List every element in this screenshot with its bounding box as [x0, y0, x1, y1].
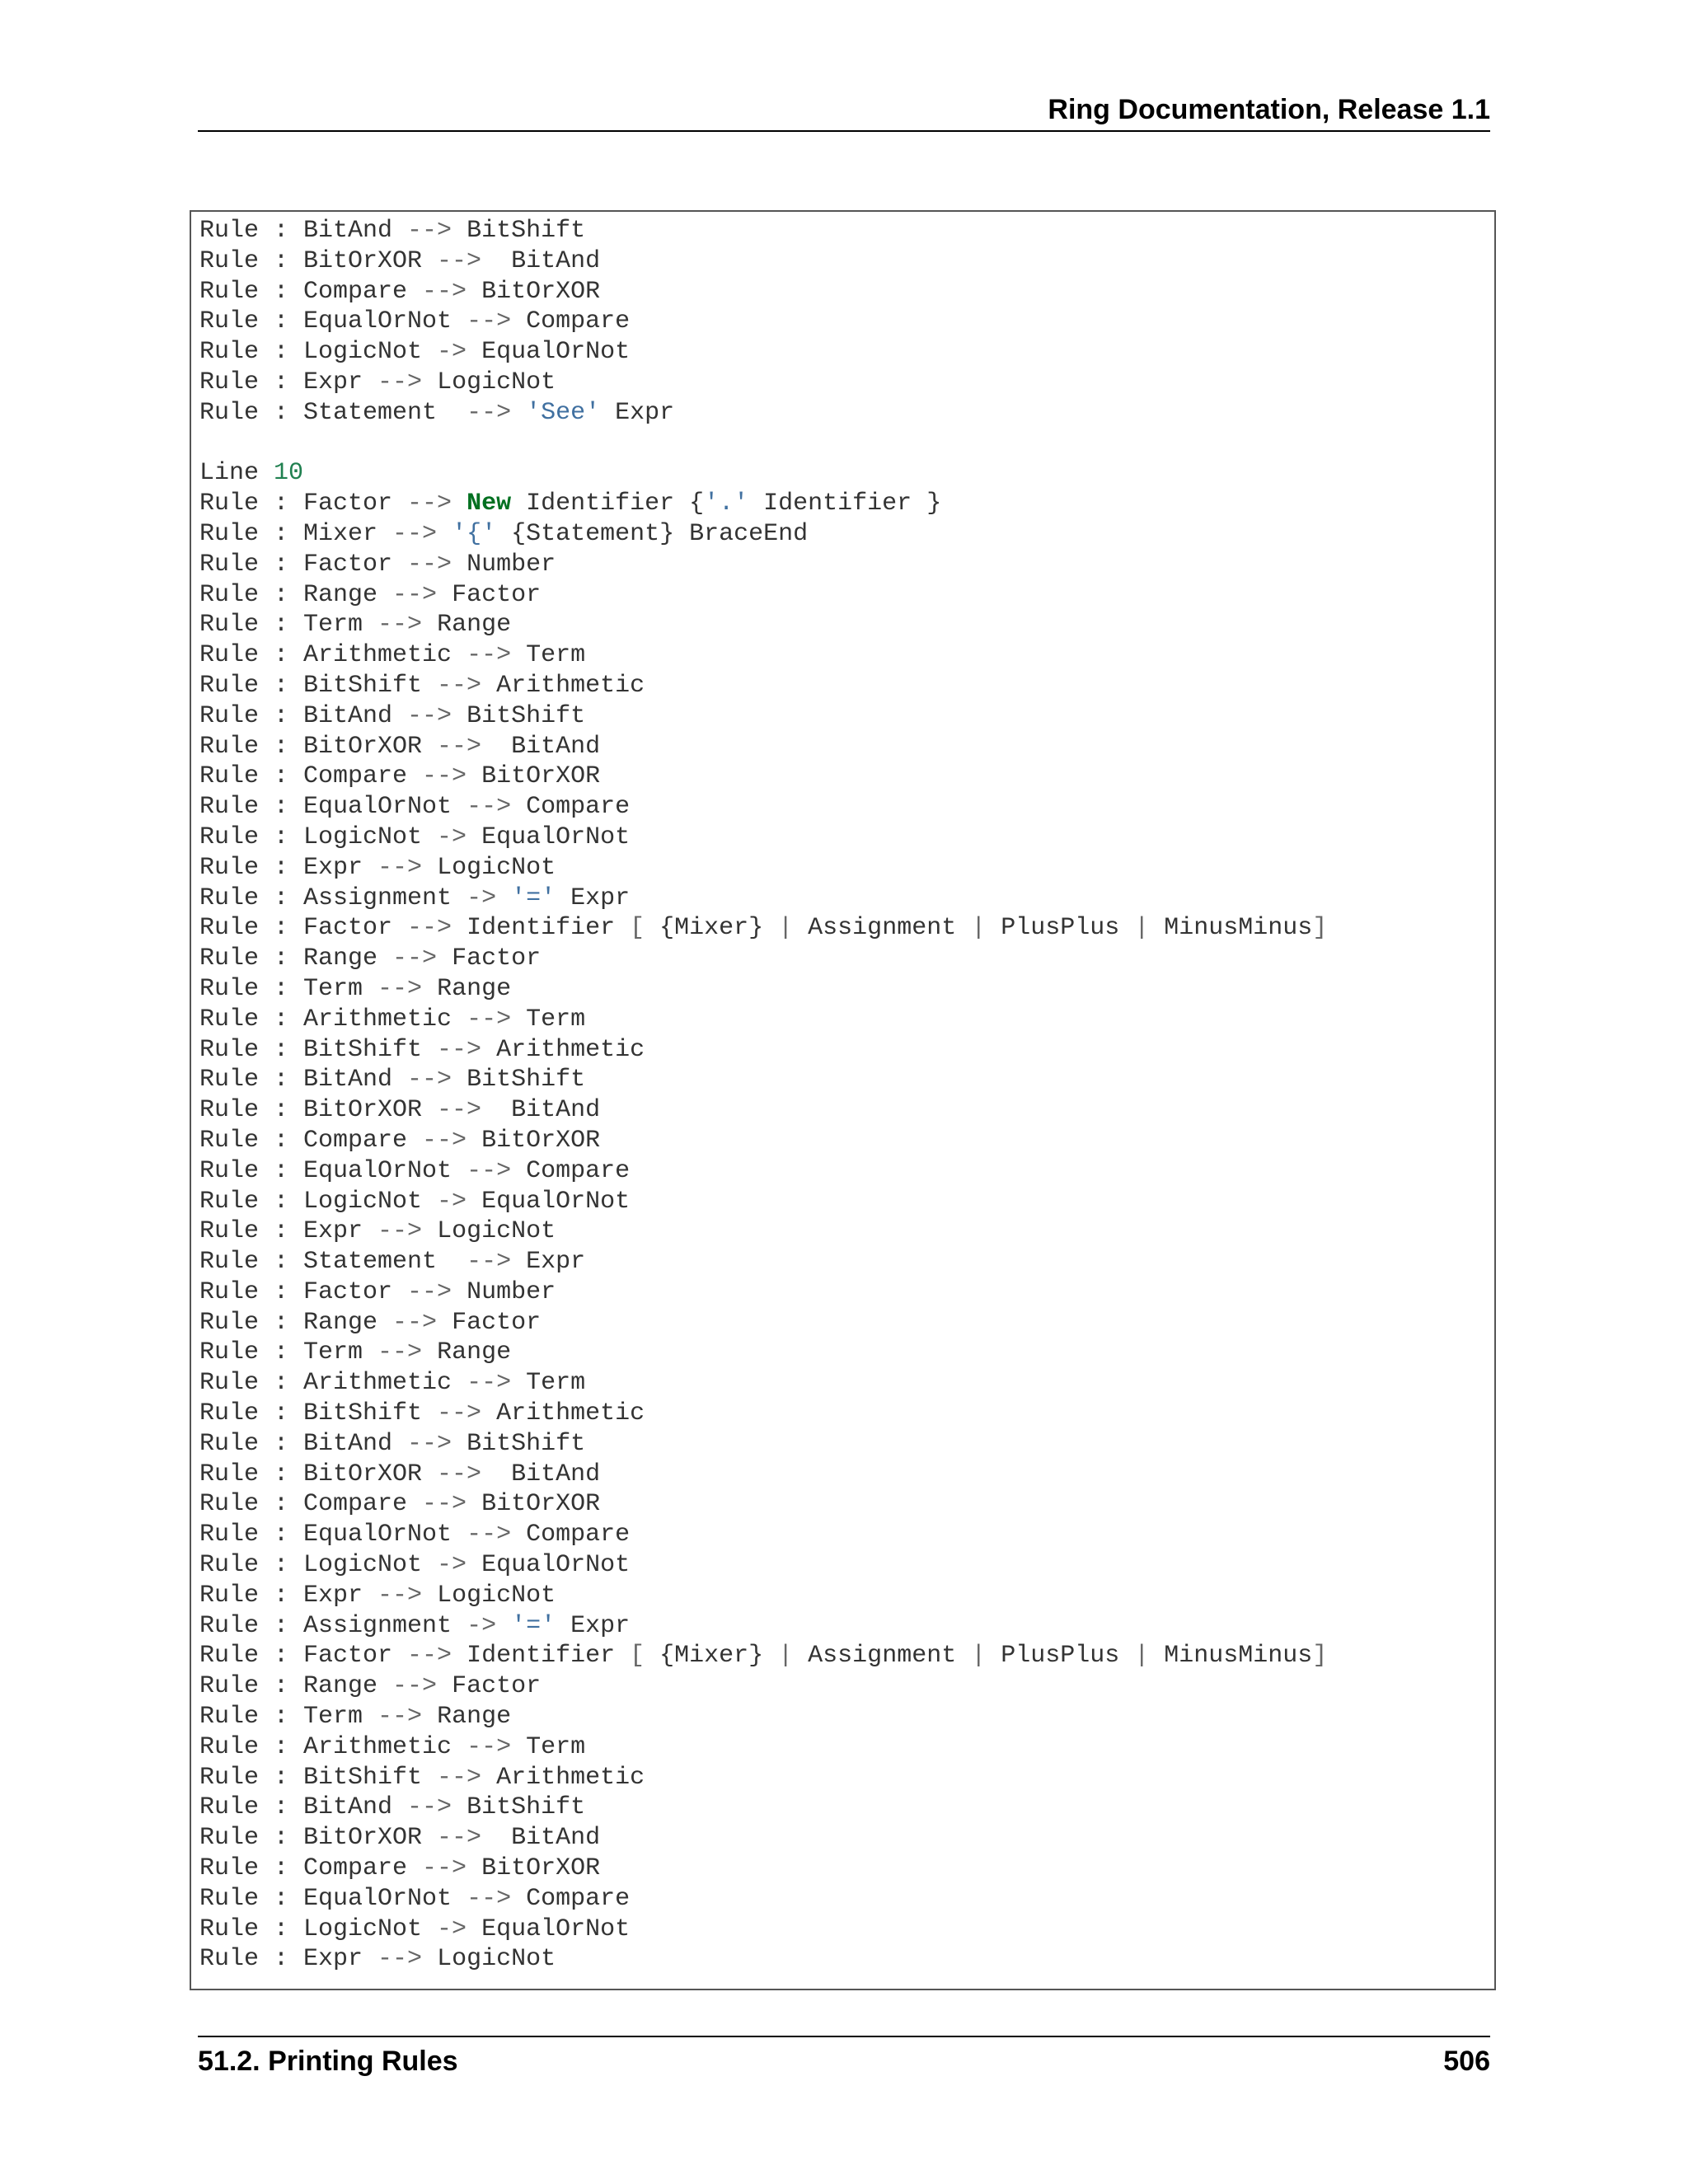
code-token: Rule : BitOrXOR [199, 246, 438, 275]
code-line [199, 1611, 1327, 1642]
code-token: Range [422, 1703, 512, 1732]
code-line [199, 1399, 1327, 1429]
code-line [199, 701, 1327, 732]
code-token: {Mixer} [645, 914, 779, 943]
code-token: PlusPlus [986, 914, 1135, 943]
code-line [199, 1854, 1327, 1884]
code-token: Term [511, 1369, 586, 1398]
code-token: Term [511, 641, 586, 670]
code-token: -> [467, 883, 497, 912]
code-token: --> [377, 1945, 423, 1974]
code-line [199, 489, 1327, 519]
code-token: | [1134, 1642, 1150, 1671]
code-line [199, 1823, 1327, 1854]
code-token: --> [377, 611, 423, 640]
code-token: Rule : BitShift [199, 671, 438, 700]
code-token: Line [199, 459, 274, 488]
code-token: LogicNot [422, 1217, 556, 1246]
code-token: BitOrXOR [467, 1490, 601, 1519]
code-token: BitAnd [481, 1824, 601, 1853]
code-token: --> [467, 1521, 512, 1549]
code-token: --> [437, 732, 482, 761]
code-token: --> [467, 1884, 512, 1913]
code-token: Factor [437, 580, 542, 609]
code-token: Rule : Factor [199, 550, 408, 579]
code-token: -> [467, 1611, 497, 1640]
page-number: 506 [1443, 2046, 1490, 2077]
code-token: Identifier [452, 1642, 631, 1671]
code-token: --> [467, 1005, 512, 1033]
code-token: Rule : BitShift [199, 1035, 438, 1064]
code-token [452, 490, 467, 518]
document-title: Ring Documentation, Release 1.1 [1048, 94, 1490, 125]
code-line [199, 1065, 1327, 1095]
code-token: Rule : LogicNot [199, 823, 438, 851]
code-token: --> [377, 974, 423, 1003]
code-token: Rule : BitOrXOR [199, 1460, 438, 1488]
code-line [199, 550, 1327, 580]
code-token: Rule : Expr [199, 853, 378, 882]
code-token: --> [392, 1308, 438, 1337]
code-token: Rule : Statement [199, 398, 467, 427]
code-line [199, 1702, 1327, 1732]
code-token: --> [407, 701, 452, 730]
code-token: BitAnd [481, 732, 601, 761]
code-line [199, 792, 1327, 823]
code-token: EqualOrNot [467, 1915, 631, 1943]
code-token: --> [407, 1066, 452, 1094]
code-token: Rule : Expr [199, 368, 378, 396]
code-token: EqualOrNot [467, 1187, 631, 1216]
code-line [199, 1338, 1327, 1368]
code-token: Rule : Expr [199, 1217, 378, 1246]
code-token [496, 1612, 511, 1640]
code-token: Rule : Factor [199, 1277, 408, 1306]
code-token: Rule : Compare [199, 762, 423, 791]
code-line [199, 368, 1327, 398]
code-token: ] [1312, 914, 1328, 943]
code-token: ] [1312, 1642, 1328, 1671]
code-token: --> [437, 1824, 482, 1853]
code-line [199, 1489, 1327, 1520]
code-token: EqualOrNot [467, 823, 631, 851]
code-token: 'See' [526, 398, 601, 427]
code-token: --> [422, 277, 467, 306]
code-token: Rule : Assignment [199, 1611, 467, 1640]
code-token: --> [422, 1490, 467, 1519]
code-token: --> [392, 519, 438, 548]
code-token: Number [452, 1277, 556, 1306]
code-line [199, 913, 1327, 944]
code-token: --> [377, 1338, 423, 1367]
code-line [199, 1641, 1327, 1671]
code-token: --> [467, 1369, 512, 1398]
code-token: --> [467, 793, 512, 822]
code-token: BitAnd [481, 246, 601, 275]
code-token: --> [407, 1642, 452, 1671]
code-token: BitOrXOR [467, 1126, 601, 1155]
code-token: Factor [437, 944, 542, 973]
code-token: --> [377, 1581, 423, 1610]
code-line [199, 307, 1327, 337]
code-token [437, 520, 452, 548]
code-token: Identifier [452, 914, 631, 943]
code-token: Rule : LogicNot [199, 1915, 438, 1943]
code-token: Rule : Arithmetic [199, 1369, 467, 1398]
code-token: --> [437, 246, 482, 275]
code-token: Rule : Range [199, 580, 393, 609]
code-token: New [467, 490, 512, 518]
code-token: Arithmetic [481, 1399, 645, 1428]
code-line [199, 1095, 1327, 1126]
code-line [199, 458, 1327, 489]
code-line [199, 1429, 1327, 1460]
code-token: LogicNot [422, 1945, 556, 1974]
code-token: Range [422, 611, 512, 640]
code-token: --> [422, 762, 467, 791]
code-token: Rule : Compare [199, 277, 423, 306]
code-line [199, 1793, 1327, 1823]
code-token: Compare [511, 307, 631, 336]
code-line [199, 246, 1327, 277]
code-token: Rule : Expr [199, 1581, 378, 1610]
code-line [199, 1277, 1327, 1308]
code-line [199, 519, 1327, 550]
code-token [511, 399, 526, 427]
code-token: | [971, 1642, 987, 1671]
code-token: --> [377, 1703, 423, 1732]
code-token: --> [467, 1156, 512, 1185]
code-token: --> [467, 1248, 512, 1277]
code-token: | [971, 914, 987, 943]
code-token: --> [407, 914, 452, 943]
code-line [199, 1732, 1327, 1763]
code-token: Rule : Factor [199, 1642, 408, 1671]
code-token: Rule : Expr [199, 1945, 378, 1974]
code-line [199, 1581, 1327, 1611]
code-line [199, 1126, 1327, 1156]
code-token: '{' [452, 519, 497, 548]
code-token: Rule : BitAnd [199, 217, 408, 245]
code-token: --> [467, 307, 512, 336]
code-token: --> [467, 1732, 512, 1761]
code-token: --> [377, 1217, 423, 1246]
code-token: --> [407, 550, 452, 579]
code-token: Rule : Term [199, 611, 378, 640]
code-token: Rule : BitOrXOR [199, 1096, 438, 1125]
code-token: BitShift [452, 1429, 586, 1458]
code-token: --> [392, 944, 438, 973]
code-line [199, 1520, 1327, 1550]
code-line [199, 1216, 1327, 1247]
code-token: Rule : EqualOrNot [199, 1521, 467, 1549]
code-token: Rule : Compare [199, 1854, 423, 1883]
code-token: BitShift [452, 1793, 586, 1822]
code-token: -> [437, 1915, 467, 1943]
code-token: Rule : Factor [199, 914, 408, 943]
code-token: BitAnd [481, 1096, 601, 1125]
code-token: Rule : EqualOrNot [199, 1884, 467, 1913]
code-token: --> [437, 1460, 482, 1488]
code-line [199, 853, 1327, 883]
code-token: Rule : LogicNot [199, 1187, 438, 1216]
code-token: BitOrXOR [467, 762, 601, 791]
code-token [496, 884, 511, 912]
code-lines [199, 216, 1327, 1975]
code-token: Rule : Arithmetic [199, 1005, 467, 1033]
code-token: BitShift [452, 217, 586, 245]
code-token: Number [452, 550, 556, 579]
code-token: BitOrXOR [467, 1854, 601, 1883]
code-line [199, 762, 1327, 792]
code-token: BitOrXOR [467, 277, 601, 306]
code-token: --> [437, 1763, 482, 1792]
code-token: --> [407, 1277, 452, 1306]
code-token: BitAnd [481, 1460, 601, 1488]
code-token: -> [437, 338, 467, 367]
code-token: --> [407, 490, 452, 518]
code-line [199, 1005, 1327, 1035]
code-token: Range [422, 974, 512, 1003]
code-token: BitShift [452, 1066, 586, 1094]
code-token: --> [407, 217, 452, 245]
code-line [199, 216, 1327, 246]
code-token: Rule : Arithmetic [199, 641, 467, 670]
code-line [199, 944, 1327, 974]
code-line [199, 1460, 1327, 1490]
code-token: Identifier { [511, 490, 705, 518]
code-token: [ [630, 1642, 645, 1671]
code-token: Term [511, 1732, 586, 1761]
code-token: Expr [511, 1248, 586, 1277]
code-token: | [778, 1642, 794, 1671]
code-line [199, 1671, 1327, 1702]
code-line [199, 823, 1327, 853]
code-token: Rule : Range [199, 944, 393, 973]
code-token: LogicNot [422, 853, 556, 882]
code-token: Rule : Statement [199, 1248, 467, 1277]
code-token: --> [467, 641, 512, 670]
code-token: Identifier } [748, 490, 942, 518]
code-token: LogicNot [422, 1581, 556, 1610]
code-token: --> [407, 1429, 452, 1458]
page-footer [198, 2036, 1490, 2079]
code-token: Rule : Range [199, 1672, 393, 1701]
code-token: | [778, 914, 794, 943]
code-token: --> [422, 1126, 467, 1155]
code-line [199, 640, 1327, 671]
code-token: BitShift [452, 701, 586, 730]
code-line [199, 732, 1327, 762]
code-line [199, 1187, 1327, 1217]
code-line [199, 337, 1327, 368]
code-token: Rule : BitShift [199, 1763, 438, 1792]
code-line [199, 1156, 1327, 1187]
code-token: --> [422, 1854, 467, 1883]
code-token: Rule : BitAnd [199, 1793, 408, 1822]
code-token: -> [437, 823, 467, 851]
code-token: {Statement} BraceEnd [496, 519, 809, 548]
code-token: --> [392, 580, 438, 609]
code-token: Compare [511, 1884, 631, 1913]
code-line [199, 1035, 1327, 1066]
code-token: Factor [437, 1672, 542, 1701]
code-line [199, 883, 1327, 914]
code-token: Rule : BitAnd [199, 1066, 408, 1094]
code-token: Rule : Mixer [199, 519, 393, 548]
code-token: '.' [704, 490, 749, 518]
code-token: --> [437, 671, 482, 700]
code-line [199, 671, 1327, 701]
code-token: Assignment [793, 914, 972, 943]
code-token: Rule : BitOrXOR [199, 732, 438, 761]
code-token: Rule : LogicNot [199, 338, 438, 367]
code-token: Rule : BitShift [199, 1399, 438, 1428]
code-token: Arithmetic [481, 1035, 645, 1064]
code-line [199, 277, 1327, 307]
code-token: Compare [511, 1521, 631, 1549]
section-title: 51.2. Printing Rules [198, 2046, 458, 2077]
code-token: Rule : EqualOrNot [199, 793, 467, 822]
code-token: Rule : Assignment [199, 883, 467, 912]
code-token: MinusMinus [1149, 1642, 1313, 1671]
code-token: Factor [437, 1308, 542, 1337]
code-token: --> [392, 1672, 438, 1701]
code-token: 10 [274, 459, 304, 488]
code-token: {Mixer} [645, 1642, 779, 1671]
code-line [199, 1368, 1327, 1399]
code-line [199, 1550, 1327, 1581]
code-token: Arithmetic [481, 1763, 645, 1792]
code-line [199, 429, 1327, 459]
code-token: --> [407, 1793, 452, 1822]
code-token: Expr [556, 1611, 631, 1640]
code-token: Rule : LogicNot [199, 1551, 438, 1580]
code-line [199, 1763, 1327, 1793]
code-token: Compare [511, 793, 631, 822]
code-token: --> [377, 853, 423, 882]
code-token: '=' [511, 1611, 556, 1640]
code-token: --> [467, 398, 512, 427]
code-line [199, 1308, 1327, 1338]
code-token: Rule : Term [199, 974, 378, 1003]
code-block [190, 210, 1496, 1990]
code-line [199, 580, 1327, 611]
code-token: --> [377, 368, 423, 396]
code-token: Expr [556, 883, 631, 912]
code-token: Expr [600, 398, 675, 427]
code-token: Rule : EqualOrNot [199, 1156, 467, 1185]
code-token: [ [630, 914, 645, 943]
code-token: Assignment [793, 1642, 972, 1671]
code-line [199, 1884, 1327, 1915]
code-token: MinusMinus [1149, 914, 1313, 943]
code-token: -> [437, 1551, 467, 1580]
code-token: Rule : Term [199, 1703, 378, 1732]
code-token: Rule : Arithmetic [199, 1732, 467, 1761]
code-token: Rule : Term [199, 1338, 378, 1367]
code-line [199, 398, 1327, 429]
code-token: Compare [511, 1156, 631, 1185]
code-line [199, 1247, 1327, 1277]
code-token: LogicNot [422, 368, 556, 396]
page-header [198, 92, 1490, 132]
code-token: --> [437, 1399, 482, 1428]
code-line [199, 1944, 1327, 1975]
code-token: Rule : Compare [199, 1490, 423, 1519]
code-token: PlusPlus [986, 1642, 1135, 1671]
code-token: --> [437, 1096, 482, 1125]
code-token: --> [437, 1035, 482, 1064]
code-token: '=' [511, 883, 556, 912]
code-token: EqualOrNot [467, 338, 631, 367]
code-token: Rule : Compare [199, 1126, 423, 1155]
code-token: Rule : BitAnd [199, 1429, 408, 1458]
code-token: Rule : BitAnd [199, 701, 408, 730]
code-token: EqualOrNot [467, 1551, 631, 1580]
code-line [199, 610, 1327, 640]
code-token: Rule : BitOrXOR [199, 1824, 438, 1853]
code-token: Rule : Factor [199, 490, 408, 518]
code-token: Arithmetic [481, 671, 645, 700]
code-token: Range [422, 1338, 512, 1367]
code-token: Term [511, 1005, 586, 1033]
code-token: Rule : Range [199, 1308, 393, 1337]
code-line [199, 974, 1327, 1005]
code-line [199, 1915, 1327, 1945]
code-token: Rule : EqualOrNot [199, 307, 467, 336]
code-token: -> [437, 1187, 467, 1216]
code-token: | [1134, 914, 1150, 943]
